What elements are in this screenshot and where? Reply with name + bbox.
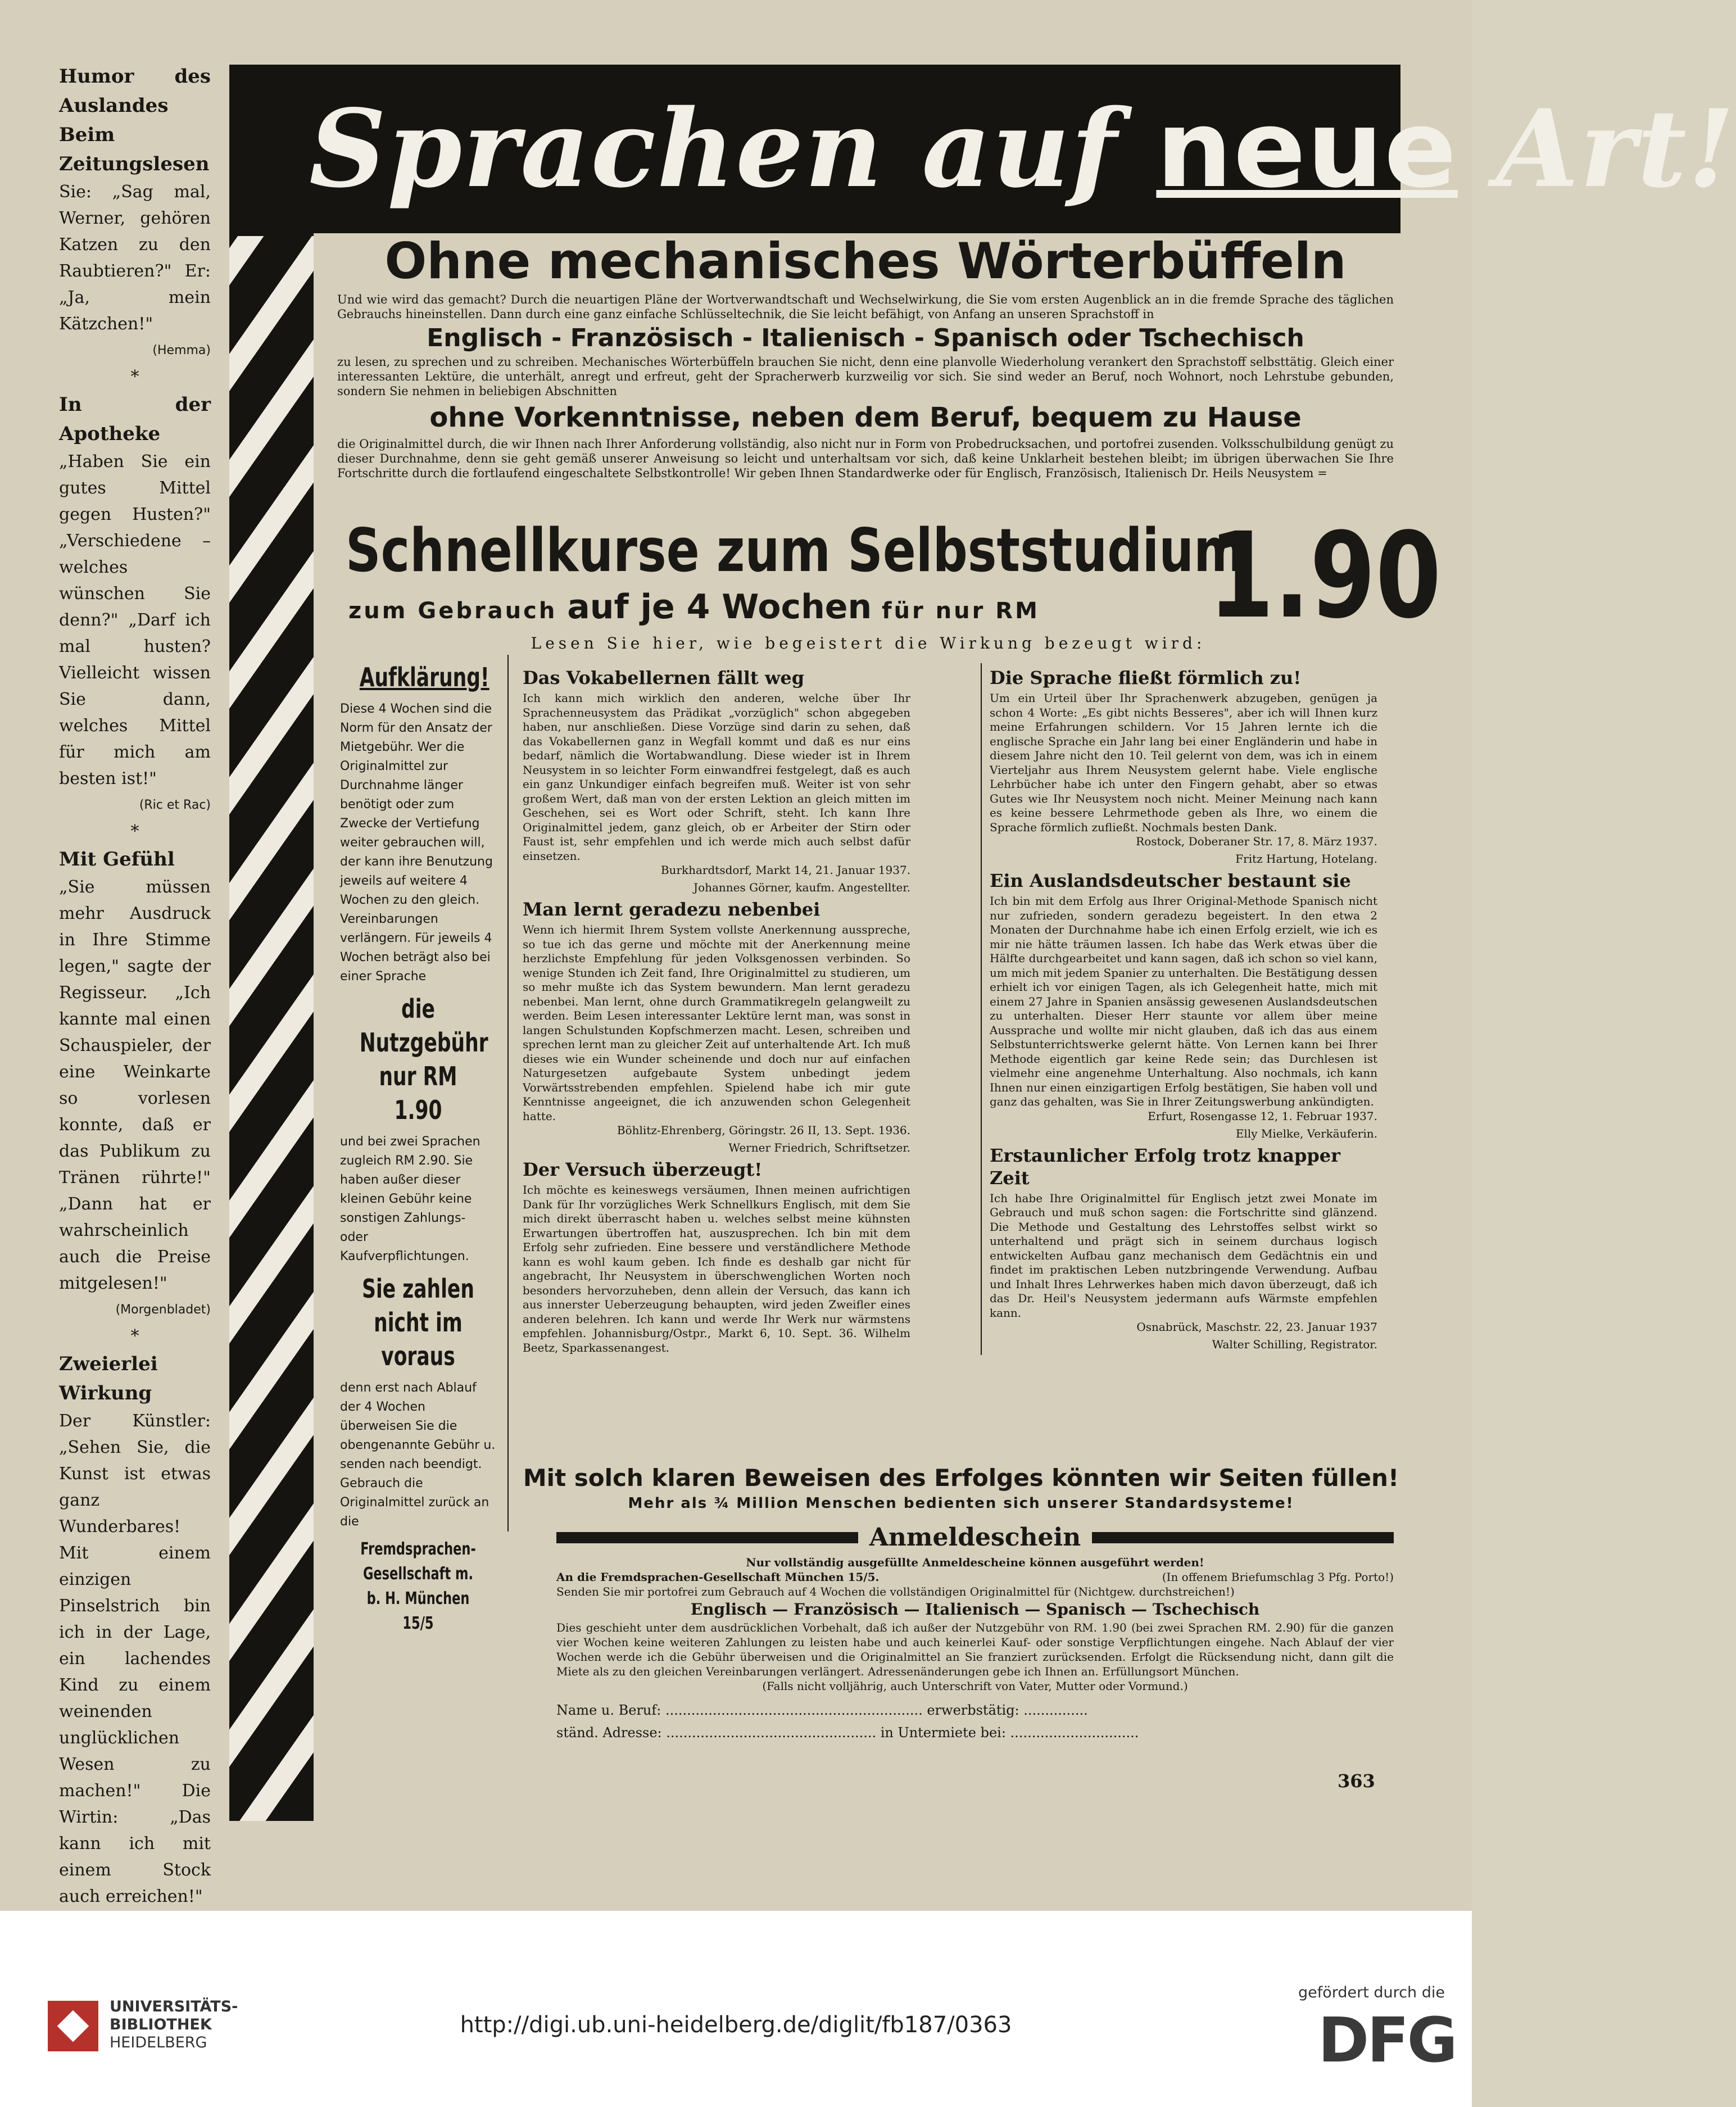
testimonial-heading: Ein Auslandsdeutscher bestaunt sie — [990, 870, 1351, 891]
testimonial-text: Ich habe Ihre Originalmittel für Englisch jetzt zwei Monate im Gebrauch und muß schon sagen: die Fortschritte sind glänzend. Die Methode und Gestaltung des Lehrstoffes selbst wirkt so unterhaltend und prägt sich in seinem durchaus logisch entwickelten Aufbau ganz mechanisch dem Gedächtnis ein und findet im praktischen Leben nutzbringende Verwendung. Aufbau und Inhalt Ihres Lehrwerkes haben mich davon überzeugt, daß ich das Dr. Heil's Neusystem jedermann aufs Wärmste empfehlen kann. — [990, 1191, 1377, 1320]
joke-text: „Haben Sie ein gutes Mittel gegen Husten?" „Verschiedene – welches wünschen Sie denn?" „Darf ich mal husten? Vielleicht wissen Sie dann, welches Mittel für mich am besten ist!" — [59, 452, 211, 789]
ad-languages: Englisch - Französisch - Italienisch - Spanisch oder Tschechisch — [427, 324, 1304, 352]
ad-para3: die Originalmittel durch, die wir Ihnen nach Ihrer Anforderung vollständig, also nicht nur in Form von Probedrucksachen, und portofrei zusenden. Volksschulbildung genügt zu dieser Durchnahme, denn sie geht gemäß unserer Anweisung so leicht und unterhaltsam vor sich, daß keine Unklarheit bestehen bleibt; im übrigen überwachen Sie Ihre Fortschritte durch die fortlaufend eingeschaltete Selbstkontrolle! Wir geben Ihnen Standardwerke oder für Englisch, Französisch, Italienisch Dr. Heils Neusystem = — [337, 437, 1394, 480]
joke-heading: In der Apotheke — [59, 393, 211, 445]
users-claim: Mehr als ¾ Million Menschen bedienten sich unserer Standardsysteme! — [628, 1495, 1294, 1512]
testimonial-place: Böhlitz-Ehrenberg, Göringstr. 26 II, 13. Sept. 1936. — [617, 1123, 910, 1137]
funded-by-label: gefördert durch die — [1298, 1984, 1445, 2001]
ad-para2: zu lesen, zu sprechen und zu schreiben. Mechanisches Wörterbüffeln brauchen Sie nicht, denn eine planvolle Wiederholung verankert den Sprachstoff selbsttätig. Gleich einer interessanten Lektüre, die unterhält, anregt und erfreut, geht der Spracherwerb kurzweilig vor sich. Sie sind weder an Beruf, noch Wohnort, noch Lehrstube gebunden, sondern Sie nehmen in beliebigen Abschnitten — [337, 355, 1394, 398]
joke-text: Der Künstler: „Sehen Sie, die Kunst ist etwas ganz Wunderbares! Mit einem einzigen Pinselstrich bin ich in der Lage, ein lachendes Kind zu einem weinenden unglücklichen Wesen zu machen!" Die Wirtin: „Das kann ich mit einem Stock auch erreichen!" — [59, 1411, 211, 1906]
testimonial-place: Rostock, Doberaner Str. 17, 8. März 1937. — [1136, 835, 1377, 848]
info-fee: die Nutzgebühr nur RM 1.90 — [359, 994, 488, 1125]
headline-emphasis: neue — [1156, 87, 1458, 211]
info-text: und bei zwei Sprachen zugleich RM 2.90. Sie haben außer dieser kleinen Gebühr keine sonstigen Zahlungs- oder Kaufverpflichtungen. — [340, 1135, 481, 1263]
testimonial-heading: Die Sprache fließt förmlich zu! — [990, 667, 1302, 688]
testimonial-text: Wenn ich hiermit Ihrem System vollste Anerkennung ausspreche, so tue ich das gerne und möchte mit der Anerkennung meine herzlichste Empfehlung für jeden Volksgenossen verbinden. So wenige Stunden ich Zeit fand, Ihre Originalmittel zu studieren, um so mehr mußte ich das System bewundern. Man lernt geradezu nebenbei. Man lernt, ohne durch Grammatikregeln gelangweilt zu werden. Beim Lesen interessanter Lektüre lernt man, was sonst in langen Schulstunden Kopfschmerzen macht. Lesen, schreiben und sprechen lernt man zu gleicher Zeit auf unterhaltende Art. Ich muß dieses wie ein Wunder scheinende und doch nur auf einfachen Naturgesetzen aufgebaute System unbedingt jedem Vorwärtsstrebenden empfehlen. Spielend habe ich mir gute Kenntnisse angeeignet, die ich anzuwenden schon Gelegenheit hatte. — [523, 923, 910, 1123]
testimonial-text: Ich bin mit dem Erfolg aus Ihrer Original-Methode Spanisch nicht nur zufrieden, sondern geradezu begeistert. In den etwa 2 Monaten der Durchnahme habe ich einen Erfolg erzielt, wie ich es mir nie hätte träumen lassen. Ich habe das Werk etwas über die Hälfte durchgearbeitet und kann sagen, daß ich schon so viel kann, um mich mit jedem Spanier zu unterhalten. Die Bestätigung dessen erhielt ich vor einigen Tagen, als ich Gelegenheit hatte, mich mit einem 27 Jahre in Spanien ansässig gewesenen Auslandsdeutschen zu unterhalten. Dieser Herr staunte vor allem über meine Aussprache und wollte mir nicht glauben, daß ich das aus einem Selbstunterrichtswerke gelernt hätte. Von Lernen kann bei Ihrer Methode eigentlich gar keine Rede sein; das Durchlesen ist vielmehr eine angenehme Unterhaltung. Also nochmals, ich kann Ihnen nur einen einzigartigen Erfolg bestätigen, Sie haben voll und ganz das gehalten, was Sie in Ihrer Zeitungswerbung ankündigten. — [990, 894, 1377, 1108]
joke-source: (Ric et Rac) — [139, 798, 211, 812]
testimonial-text: Ich kann mich wirklich den anderen, welche über Ihr Sprachenneusystem das Prädikat „vorzüglich" schon abgegeben haben, nur anschließen. Diese Vorzüge sind darin zu sehen, daß das Vokabellernen ganz in Wegfall kommt und daß es nur eins bedarf, nämlich die Wortabwandlung. Diese wieder ist in Ihrem Neusystem in so leichter Form einwandfrei festgelegt, daß es auch ein ganz Unkundiger einfach begreifen muß. Weiter ist von sehr großem Wert, daß man von der ersten Lektion an gleich mitten im Geschehen, sei es Wort oder Schrift, steht. Ich kann Ihre Originalmittel jedem, ganz gleich, ob er Arbeiter der Stirn oder Faust ist, sehr empfehlen und ich werde mich auch selbst dafür einsetzen. — [523, 691, 910, 863]
form-languages[interactable]: Englisch — Französisch — Italienisch — Spanisch — Tschechisch — [690, 1600, 1260, 1619]
dfg-logo[interactable]: DFG — [1318, 2004, 1456, 2076]
address-field[interactable]: ständ. Adresse: ................................................. in Untermiete bei: .............................. — [556, 1725, 1139, 1741]
form-address — [556, 1570, 1394, 1584]
testimonial-text: Um ein Urteil über Ihr Sprachenwerk abzugeben, genügen ja schon 4 Worte: „Es gibt nichts Besseres", aber ich will Ihnen kurz meine Erfahrungen schildern. Vor 15 Jahren lernte ich die englische Sprache ein Jahr lang bei einer Engländerin und habe in diesem Jahre nicht den 10. Teil gelernt von dem, was ich in einem Vierteljahr aus Ihrem Neusystem gelernt habe. Viele englische Lehrbücher habe ich unter den Fingern gehabt, aber so etwas Gutes wie Ihr Neusystem noch nicht. Meiner Meinung nach kann es keine bessere Lehrmethode geben als Ihre, wo einem die Sprache förmlich zufließt. Nochmals besten Dank. — [990, 691, 1377, 834]
form-terms: Dies geschieht unter dem ausdrücklichen Vorbehalt, daß ich außer der Nutzgebühr von RM. 1.90 (bei zwei Sprachen RM. 2.90) für die ganzen vier Wochen keine weiteren Zahlungen zu leisten habe und auch keinerlei Kauf- oder sonstige Verpflichtungen eingehe. Nach Ablauf der vier Wochen werde ich die Gebühr überweisen und die Originalmittel an Sie franziert zurücksenden. Erfolgt die Rücksendung nicht, dann gilt die Miete als zu den gleichen Vereinbarungen verlängert. Adressenänderungen gebe ich Ihnen an. Erfüllungsort München. — [556, 1621, 1394, 1678]
testimonial-author: Fritz Hartung, Hotelang. — [1235, 852, 1377, 866]
ad-subhead2: ohne Vorkenntnisse, neben dem Beruf, bequem zu Hause — [429, 402, 1302, 433]
uni-line: HEIDELBERG — [110, 2034, 207, 2051]
schnellkurse-title: Schnellkurse zum Selbststudium — [346, 516, 1245, 585]
form-title-rule — [556, 1532, 858, 1543]
form-terms2: (Falls nicht volljährig, auch Unterschrift von Vater, Mutter oder Vormund.) — [762, 1679, 1188, 1693]
testimonial-place: Osnabrück, Maschstr. 22, 23. Januar 1937 — [1136, 1320, 1377, 1334]
registration-form — [556, 1523, 1394, 1744]
joke-heading: Beim Zeitungslesen — [59, 124, 210, 175]
joke-text: „Sie müssen mehr Ausdruck in Ihre Stimme legen," sagte der Regisseur. „Ich kannte mal einen Schauspieler, der eine Weinkarte so vorlesen konnte, daß er das Publikum zu Tränen rührte!" „Dann hat er wahrscheinlich auch die Preise mitgelesen!" — [59, 877, 211, 1293]
info-box — [340, 655, 509, 1633]
form-title: Anmeldeschein — [869, 1523, 1081, 1552]
headline-part: Art! — [1457, 86, 1736, 211]
humor-column — [59, 62, 211, 1936]
divider: * — [130, 822, 139, 841]
ad-stripe-border — [229, 236, 314, 1821]
form-line1: Senden Sie mir portofrei zum Gebrauch auf 4 Wochen die vollständigen Originalmittel für (Nichtgew. durchstreichen!) — [556, 1585, 1235, 1598]
testimonial-author: Johannes Görner, kaufm. Angestellter. — [694, 881, 910, 894]
form-note: Nur vollständig ausgefüllte Anmeldescheine können ausgeführt werden! — [746, 1556, 1204, 1569]
joke-source: (Hemma) — [152, 343, 211, 357]
testimonials-intro: Lesen Sie hier, wie begeistert die Wirkung bezeugt wird: — [531, 634, 1206, 653]
testimonial-heading: Das Vokabellernen fällt weg — [523, 667, 805, 688]
testimonial-place: Burkhardtsdorf, Markt 14, 21. Januar 1937. — [660, 863, 910, 877]
proof-claim: Mit solch klaren Beweisen des Erfolges könnten wir Seiten füllen! — [523, 1464, 1399, 1492]
form-title-rule — [1092, 1532, 1394, 1543]
gebrauch-c: für nur RM — [872, 598, 1040, 624]
testimonial-heading: Erstaunlicher Erfolg trotz knapper Zeit — [990, 1144, 1340, 1189]
company-name: Fremdsprachen-Gesellschaft m. b. H. München 15/5 — [360, 1539, 476, 1633]
ad-intro — [337, 230, 1394, 481]
info-title: Aufklärung! — [359, 662, 489, 692]
joke-source: (Morgenbladet) — [115, 1303, 211, 1317]
testimonials-col-1 — [523, 663, 910, 1355]
joke-text: Sie: „Sag mal, Werner, gehören Katzen zu den Raubtieren?" Er: „Ja, mein Kätzchen!" — [59, 182, 211, 334]
uni-line: UNIVERSITÄTS- — [110, 1998, 238, 2015]
humor-title: Humor des Auslandes — [59, 65, 211, 117]
gebrauch-line — [348, 587, 1040, 627]
form-address-text: An die Fremdsprachen-Gesellschaft München 15/5. — [556, 1570, 880, 1584]
divider: * — [130, 367, 139, 387]
testimonial-author: Werner Friedrich, Schriftsetzer. — [728, 1141, 910, 1154]
form-title-row — [556, 1523, 1394, 1552]
testimonial-place: Erfurt, Rosengasse 12, 1. Februar 1937. — [1148, 1109, 1377, 1123]
form-postage: (In offenem Briefumschlag 3 Pfg. Porto!) — [1162, 1570, 1394, 1584]
info-pay: Sie zahlen nicht im voraus — [362, 1274, 474, 1371]
testimonials-col-2 — [981, 663, 1377, 1355]
ad-subhead: Ohne mechanisches Wörterbüffeln — [384, 232, 1347, 290]
divider: * — [130, 1326, 139, 1346]
price: 1.90 — [1208, 507, 1442, 645]
testimonial-heading: Man lernt geradezu nebenbei — [523, 899, 821, 920]
gebrauch-a: zum Gebrauch — [348, 598, 568, 624]
ad-headline — [309, 70, 1736, 228]
testimonial-heading: Der Versuch überzeugt! — [523, 1159, 763, 1180]
testimonial-author: Elly Mielke, Verkäuferin. — [1235, 1126, 1377, 1140]
joke-heading: Zweierlei Wirkung — [59, 1353, 158, 1404]
info-text: Diese 4 Wochen sind die Norm für den Ansatz der Mietgebühr. Wer die Originalmittel zur Durchnahme länger benötigt oder zum Zwecke der Vertiefung weiter gebrauchen will, der kann ihre Benutzung jeweils auf weitere 4 Wochen zu den gleich. Vereinbarungen verlängern. Für jeweils 4 Wochen beträgt also bei einer Sprache — [340, 702, 493, 984]
testimonial-author: Walter Schilling, Registrator. — [1212, 1338, 1377, 1351]
source-url-link[interactable]: http://digi.ub.uni-heidelberg.de/diglit/fb187/0363 — [460, 2012, 1012, 2038]
name-field[interactable]: Name u. Beruf: ............................................................ erwerbstätig: ............... — [556, 1702, 1088, 1718]
uni-line: BIBLIOTHEK — [110, 2016, 212, 2033]
joke-heading: Mit Gefühl — [59, 848, 175, 871]
headline-part: Sprachen auf — [309, 86, 1157, 211]
info-text: denn erst nach Ablauf der 4 Wochen überweisen Sie die obengenannte Gebühr u. senden nach beendigt. Gebrauch die Originalmittel zurück an die — [340, 1381, 496, 1529]
testimonial-text: Ich möchte es keineswegs versäumen, Ihnen meinen aufrichtigen Dank für Ihr vorzügliches Werk Schnellkurs Englisch, mit dem Sie mich direkt überrascht haben u. welches selbst meine kühnsten Erwartungen übertroffen hat, auszusprechen. Ich bin mit dem Erfolg sehr zufrieden. Eine bessere und verständlichere Methode kann es wohl kaum geben. Ich finde es deshalb gar nicht für angebracht, Ihr Neusystem in überschwenglichen Worten noch besonders hervorzuheben, denn allein der Versuch, das kann ich aus innerster Ueberzeugung behaupten, wird jeden Zweifler eines anderen belehren. Ich kann und werde Ihr Werk nur wärmstens empfehlen. Johannisburg/Ostpr., Markt 6, 10. Sept. 36. Wilhelm Beetz, Sparkassenangest. — [523, 1183, 910, 1354]
ad-intro-text: Und wie wird das gemacht? Durch die neuartigen Pläne der Wortverwandtschaft und Wechselwirkung, die Sie vom ersten Augenblick an in die fremde Sprache des täglichen Gebrauchs hineinstellen. Dann durch eine ganz einfache Schlüsseltechnik, die Sie leicht befähigt, von Anfang an unseren Sprachstoff in — [337, 293, 1394, 321]
page-number: 363 — [1338, 1770, 1375, 1792]
gebrauch-b: auf je 4 Wochen — [567, 587, 872, 627]
